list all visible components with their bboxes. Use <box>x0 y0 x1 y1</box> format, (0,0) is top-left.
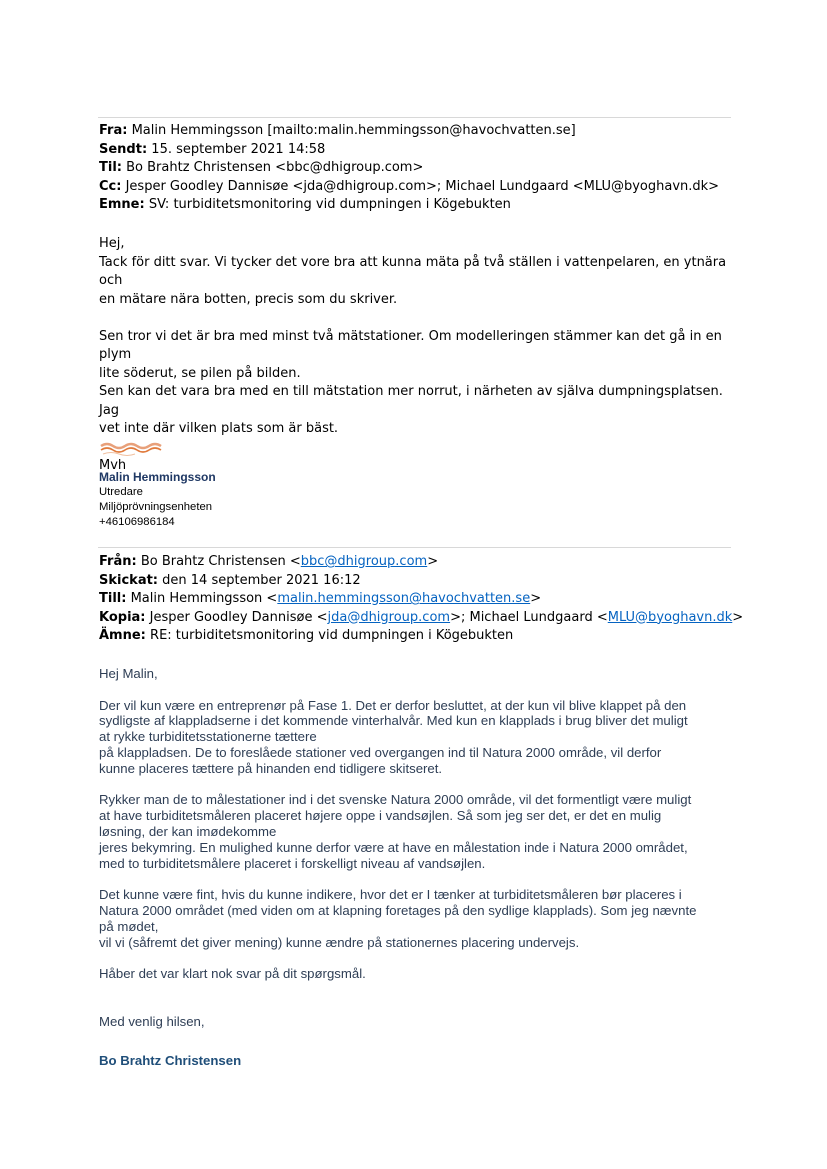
cc-email-link[interactable]: jda@dhigroup.com <box>327 609 451 625</box>
from-line: Fra: Malin Hemmingsson [mailto:malin.hemmingsson@havochvatten.se] <box>99 123 576 138</box>
body-line: Rykker man de to målestationer ind i det svenske Natura 2000 område, vil det formentligt være muligt <box>99 792 692 808</box>
body-line: vil vi (såfremt det giver mening) kunne ændre på stationernes placering undervejs. <box>99 934 580 950</box>
from-email-link[interactable]: bbc@dhigroup.com <box>300 554 428 569</box>
greeting: Hej Malin, <box>99 666 158 681</box>
to-line: Till: Malin Hemmingsson <malin.hemmingsson@havochvatten.se> <box>99 591 542 606</box>
sent-line: Skickat: den 14 september 2021 16:12 <box>99 572 361 588</box>
body-line: med to turbiditetsmålere placeret i forskelligt niveau af vandsøjlen. <box>99 855 486 871</box>
sent-line: Sendt: 15. september 2021 14:58 <box>99 141 326 157</box>
cc-line: Cc: Jesper Goodley Dannisøe <jda@dhigroup.com>; Michael Lundgaard <MLU@byoghavn.dk> <box>99 178 720 194</box>
body-line: at have turbiditetsmåleren placeret højere oppe i vandsøjlen. Så som jeg ser det, er det en mulig <box>99 808 662 824</box>
body-line: kunne placeres tættere på hinanden end tidligere skitseret. <box>99 760 443 776</box>
signature-phone: +46106986184 <box>99 516 175 528</box>
body-line: vet inte där vilken plats som är bäst. <box>99 421 339 436</box>
body-line: Sen kan det vara bra med en till mätstation mer norrut, i närheten av själva dumpningsplatsen. Jag <box>99 384 723 418</box>
body-line: en mätare nära botten, precis som du skriver. <box>99 291 398 307</box>
signature-title: Utredare <box>99 486 143 498</box>
subject-line: Ämne: RE: turbiditetsmonitoring vid dumpningen i Kögebukten <box>99 628 514 643</box>
body-line: at rykke turbiditetsstationerne tættere <box>99 729 317 745</box>
cc-email-link[interactable]: MLU@byoghavn.dk <box>607 609 733 625</box>
body-line: lite söderut, se pilen på bilden. <box>99 365 301 381</box>
body-line: Natura 2000 området (med viden om at klapning foretages på den sydlige klapplads). Som jeg nævnte <box>99 902 697 918</box>
body-line: på klappladsen. De to foreslåede stationer ved overgangen ind til Natura 2000 område, vil derfor <box>99 744 662 760</box>
to-line: Til: Bo Brahtz Christensen <bbc@dhigroup.com> <box>99 160 424 175</box>
body-line: Der vil kun være en entreprenør på Fase 1. Det er derfor besluttet, at der kun vil blive klappet på den <box>99 697 687 713</box>
header-divider <box>98 117 731 118</box>
email2-signature-name: Bo Brahtz Christensen <box>99 1053 242 1068</box>
closing: Med venlig hilsen, <box>99 1013 205 1029</box>
greeting: Hej, <box>99 236 125 251</box>
havochvatten-wave-logo-icon <box>99 436 169 458</box>
header-divider <box>98 547 731 548</box>
body-line: Det kunne være fint, hvis du kunne indikere, hvor det er I tænker at turbiditetsmåleren bør placeres i <box>99 887 682 903</box>
closing: Mvh <box>99 458 127 473</box>
body-line: Sen tror vi det är bra med minst två mätstationer. Om modelleringen stämmer kan det gå in en plym <box>99 328 722 362</box>
body-line: Tack för ditt svar. Vi tycker det vore bra att kunna mäta på två ställen i vattenpelaren, en ytnära och <box>99 254 727 288</box>
email1-signature <box>99 470 216 530</box>
email2-body <box>99 666 739 1029</box>
body-line: på mødet, <box>99 918 159 934</box>
email2-header <box>99 553 744 646</box>
body-line: Håber det var klart nok svar på dit spørgsmål. <box>99 966 366 982</box>
to-email-link[interactable]: malin.hemmingsson@havochvatten.se <box>277 591 531 606</box>
email1-header <box>99 122 739 215</box>
from-line: Från: Bo Brahtz Christensen <bbc@dhigroup.com> <box>99 554 439 569</box>
body-line: jeres bekymring. En mulighed kunne derfor være at have en målestation inde i Natura 2000 området, <box>99 839 688 855</box>
signature-unit: Miljöprövningsenheten <box>99 501 213 513</box>
body-line: løsning, der kan imødekomme <box>99 823 277 839</box>
subject-line: Emne: SV: turbiditetsmonitoring vid dumpningen i Kögebukten <box>99 197 511 212</box>
body-line: sydligste af klappladserne i det kommende vinterhalvår. Med kun en klapplads i brug bliver det muligt <box>99 713 688 729</box>
email1-body <box>99 235 739 476</box>
signature-name: Malin Hemmingsson <box>99 470 216 484</box>
cc-line: Kopia: Jesper Goodley Dannisøe <jda@dhigroup.com>; Michael Lundgaard <MLU@byoghavn.dk> <box>99 609 744 625</box>
